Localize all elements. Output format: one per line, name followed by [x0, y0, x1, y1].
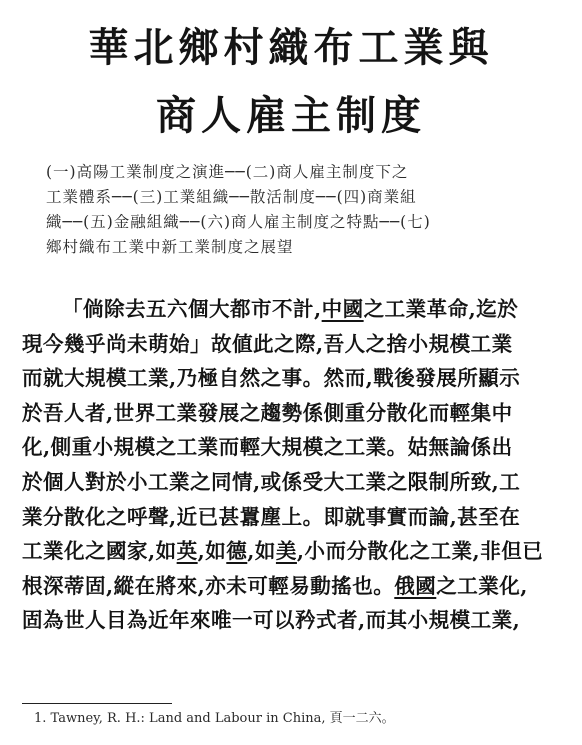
proper-noun-china: 中國 [321, 297, 364, 321]
text-span: 之工業化, [436, 573, 528, 598]
text-span: 工業化之國家,如 [22, 539, 177, 564]
body-text [22, 292, 572, 638]
body-line: 固為世人目為近年來唯一可以矜式者,而其小規模工業, [22, 608, 521, 633]
summary-line: (一)高陽工業制度之演進──(二)商人雇主制度下之 [46, 163, 409, 181]
text-span: ,如 [247, 539, 276, 564]
body-line: 「倘除去五六個大都市不計,中國之工業革命,迄於 [62, 297, 519, 321]
body-line: 於個人對於小工業之同情,或係受大工業之限制所致,工 [22, 469, 521, 494]
text-span: 根深蒂固,縱在將來,亦未可輕易動搖也。 [22, 573, 395, 598]
chapter-summary [46, 160, 546, 260]
text-span: ,如 [197, 539, 227, 564]
footnote: 1. Tawney, R. H.: Land and Labour in China, 頁一二六。 [34, 711, 395, 726]
proper-noun-germany: 德 [226, 539, 248, 564]
title-line-1: 華北鄉村織布工業與 [88, 25, 494, 71]
proper-noun-usa: 美 [275, 539, 297, 564]
summary-line: 鄉村織布工業中新工業制度之展望 [46, 238, 294, 256]
body-line [22, 534, 572, 569]
body-line: 於吾人者,世界工業發展之趨勢係側重分散化而輕集中 [22, 400, 513, 425]
body-line: 化,側重小規模之工業而輕大規模之工業。姑無論係出 [22, 435, 513, 460]
body-line: 現今幾乎尚未萌始」故値此之際,吾人之捨小規模工業 [22, 331, 513, 356]
summary-line: 工業體系──(三)工業組織──散活制度──(四)商業組 [46, 188, 417, 206]
body-line: 而就大規模工業,乃極自然之事。然而,戰後發展所顯示 [22, 366, 521, 391]
proper-noun-uk: 英 [176, 539, 198, 564]
body-line: 業分散化之呼聲,近已甚囂塵上。即就事實而論,甚至在 [22, 504, 521, 529]
title-line-2: 商人雇主制度 [156, 93, 426, 139]
summary-line: 織──(五)金融組織──(六)商人雇主制度之特點──(七) [46, 213, 431, 231]
footnote-divider [22, 703, 172, 704]
proper-noun-russia: 俄國 [394, 573, 437, 598]
text-span: ,小而分散化之工業,非但已 [296, 539, 544, 564]
body-line [22, 569, 572, 604]
